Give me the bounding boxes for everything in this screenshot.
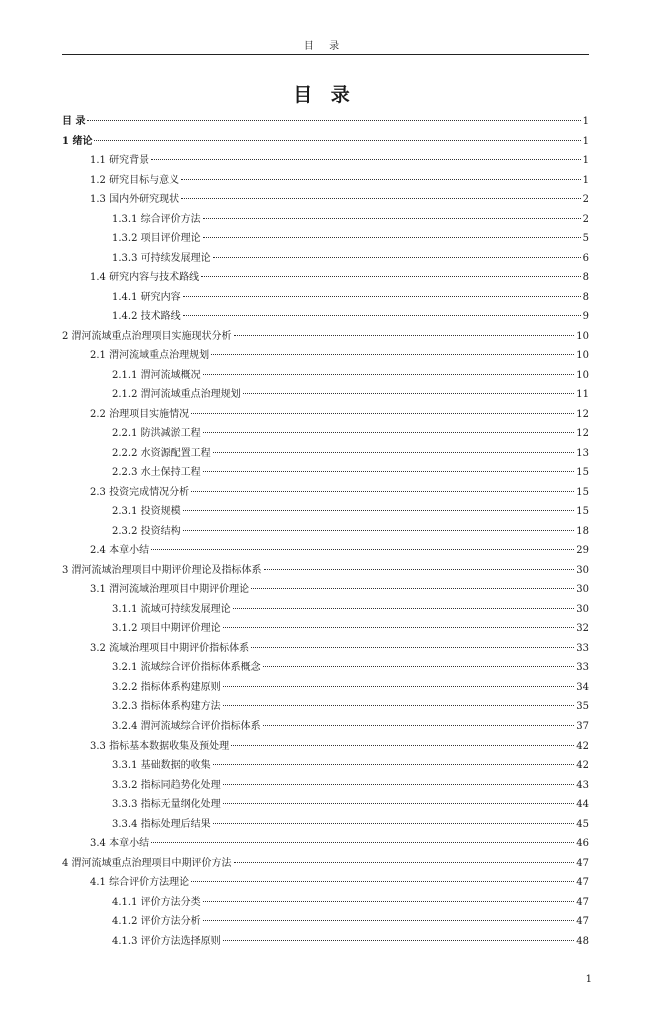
dot-leader xyxy=(223,784,575,785)
toc-entry-label: 3.3.1 基础数据的收集 xyxy=(112,760,211,772)
toc-entry[interactable] xyxy=(62,346,589,366)
dot-leader xyxy=(223,940,575,941)
dot-leader xyxy=(183,530,575,531)
toc-entry[interactable] xyxy=(62,151,589,171)
toc-entry[interactable] xyxy=(62,327,589,347)
toc-entry-label: 4.1 综合评价方法理论 xyxy=(90,877,190,889)
toc-entry[interactable] xyxy=(62,854,589,874)
toc-entry[interactable] xyxy=(62,932,589,952)
toc-entry-page: 15 xyxy=(576,506,589,518)
toc-entry-label: 4.1.2 评价方法分析 xyxy=(112,916,201,928)
toc-entry[interactable] xyxy=(62,463,589,483)
dot-leader xyxy=(231,745,574,746)
toc-entry-label: 目 录 xyxy=(62,116,86,127)
dot-leader xyxy=(234,862,575,863)
toc-entry[interactable] xyxy=(62,717,589,737)
toc-entry-page: 48 xyxy=(576,935,589,947)
dot-leader xyxy=(263,666,575,667)
dot-leader xyxy=(191,881,574,882)
toc-entry[interactable] xyxy=(62,444,589,464)
toc-entry[interactable] xyxy=(62,424,589,444)
toc-entry[interactable] xyxy=(62,171,589,191)
dot-leader xyxy=(183,510,575,511)
toc-entry[interactable] xyxy=(62,737,589,757)
toc-entry[interactable] xyxy=(62,619,589,639)
toc-entry-label: 3.2.1 流域综合评价指标体系概念 xyxy=(112,662,261,674)
toc-entry-page: 43 xyxy=(576,779,589,791)
toc-entry-page: 45 xyxy=(576,818,589,830)
dot-leader xyxy=(234,335,575,336)
toc-entry-page: 8 xyxy=(582,272,589,284)
toc-entry-page: 12 xyxy=(576,408,589,420)
dot-leader xyxy=(191,413,574,414)
toc-entry-page: 32 xyxy=(576,623,589,635)
dot-leader xyxy=(213,823,575,824)
dot-leader xyxy=(213,257,581,258)
toc-entry-label: 3.1.2 项目中期评价理论 xyxy=(112,623,221,635)
toc-entry-page: 13 xyxy=(576,447,589,459)
dot-leader xyxy=(181,198,581,199)
toc-entry-label: 2.3 投资完成情况分析 xyxy=(90,486,190,498)
toc-entry-label: 4 渭河流域重点治理项目中期评价方法 xyxy=(62,857,232,869)
dot-leader xyxy=(223,705,575,706)
toc-entry-page: 11 xyxy=(576,389,589,401)
dot-leader xyxy=(211,354,574,355)
dot-leader xyxy=(191,491,574,492)
toc-entry-label: 2.4 本章小结 xyxy=(90,545,150,557)
toc-entry-label: 2.1.1 渭河流域概况 xyxy=(112,369,201,381)
toc-entry-label: 3 渭河流域治理项目中期评价理论及指标体系 xyxy=(62,564,262,576)
dot-leader xyxy=(87,120,580,121)
toc-entry[interactable] xyxy=(62,678,589,698)
toc-entry[interactable] xyxy=(62,210,589,230)
toc-entry-page: 30 xyxy=(576,603,589,615)
dot-leader xyxy=(203,374,575,375)
dot-leader xyxy=(203,471,575,472)
toc-entry[interactable] xyxy=(62,502,589,522)
toc-entry-page: 34 xyxy=(576,681,589,693)
toc-entry-label: 2.3.2 投资结构 xyxy=(112,525,181,537)
toc-entry-page: 44 xyxy=(576,799,589,811)
toc-entry[interactable] xyxy=(62,600,589,620)
toc-entry-page: 46 xyxy=(576,838,589,850)
toc-entry[interactable] xyxy=(62,249,589,269)
dot-leader xyxy=(203,920,575,921)
toc-entry-page: 1 xyxy=(582,174,589,186)
toc-entry[interactable] xyxy=(62,366,589,386)
dot-leader xyxy=(223,803,575,804)
toc-entry-label: 4.1.3 评价方法选择原则 xyxy=(112,935,221,947)
toc-entry[interactable] xyxy=(62,385,589,405)
toc-entry-label: 3.3 指标基本数据收集及预处理 xyxy=(90,740,230,752)
toc-entry-label: 2.3.1 投资规模 xyxy=(112,506,181,518)
table-of-contents xyxy=(62,112,589,951)
toc-entry[interactable] xyxy=(62,307,589,327)
toc-entry-page: 18 xyxy=(576,525,589,537)
dot-leader xyxy=(183,296,581,297)
toc-entry[interactable] xyxy=(62,580,589,600)
toc-entry-label: 1.4 研究内容与技术路线 xyxy=(90,272,200,284)
toc-entry-label: 2.2.3 水土保持工程 xyxy=(112,467,201,479)
toc-entry-label: 1.4.1 研究内容 xyxy=(112,291,181,303)
toc-entry-label: 3.3.2 指标同趋势化处理 xyxy=(112,779,221,791)
toc-entry-page: 15 xyxy=(576,467,589,479)
toc-entry-label: 1.1 研究背景 xyxy=(90,155,150,167)
dot-leader xyxy=(213,764,575,765)
toc-entry-page: 47 xyxy=(576,857,589,869)
dot-leader xyxy=(151,159,581,160)
toc-entry-label: 3.1 渭河流域治理项目中期评价理论 xyxy=(90,584,250,596)
toc-entry-label: 3.2 流域治理项目中期评价指标体系 xyxy=(90,642,250,654)
toc-entry-label: 2.2.2 水资源配置工程 xyxy=(112,447,211,459)
page-number: 1 xyxy=(585,974,592,985)
toc-entry[interactable] xyxy=(62,658,589,678)
toc-entry[interactable] xyxy=(62,697,589,717)
toc-entry-page: 37 xyxy=(576,720,589,732)
dot-leader xyxy=(151,549,574,550)
toc-entry-label: 1.4.2 技术路线 xyxy=(112,311,181,323)
dot-leader xyxy=(201,276,581,277)
toc-entry-page: 47 xyxy=(576,896,589,908)
dot-leader xyxy=(203,432,575,433)
toc-entry-label: 3.1.1 流域可持续发展理论 xyxy=(112,603,231,615)
toc-entry-page: 47 xyxy=(576,916,589,928)
toc-entry-page: 30 xyxy=(576,564,589,576)
dot-leader xyxy=(213,452,575,453)
toc-entry[interactable] xyxy=(62,229,589,249)
dot-leader xyxy=(251,647,574,648)
dot-leader xyxy=(151,842,574,843)
toc-entry-page: 10 xyxy=(576,330,589,342)
toc-entry-page: 2 xyxy=(582,213,589,225)
toc-entry[interactable] xyxy=(62,112,589,132)
toc-entry-page: 12 xyxy=(576,428,589,440)
toc-entry-label: 3.4 本章小结 xyxy=(90,838,150,850)
toc-entry[interactable] xyxy=(62,561,589,581)
toc-entry-page: 42 xyxy=(576,760,589,772)
toc-entry-page: 33 xyxy=(576,642,589,654)
header-rule xyxy=(62,54,589,55)
dot-leader xyxy=(203,901,575,902)
toc-entry[interactable] xyxy=(62,522,589,542)
toc-entry-label: 2.1 渭河流域重点治理规划 xyxy=(90,350,210,362)
toc-entry-label: 1.2 研究目标与意义 xyxy=(90,174,180,186)
toc-entry-page: 30 xyxy=(576,584,589,596)
dot-leader xyxy=(203,237,581,238)
toc-entry-page: 47 xyxy=(576,877,589,889)
toc-entry-page: 35 xyxy=(576,701,589,713)
dot-leader xyxy=(251,588,574,589)
toc-entry-page: 1 xyxy=(582,155,589,167)
toc-entry-page: 15 xyxy=(576,486,589,498)
toc-entry-page: 33 xyxy=(576,662,589,674)
running-header: 目 录 xyxy=(303,41,346,52)
toc-entry-label: 1.3.2 项目评价理论 xyxy=(112,233,201,245)
toc-entry-label: 4.1.1 评价方法分类 xyxy=(112,896,201,908)
toc-entry[interactable] xyxy=(62,756,589,776)
toc-entry-page: 1 xyxy=(582,116,589,127)
toc-entry-label: 3.2.3 指标体系构建方法 xyxy=(112,701,221,713)
toc-entry[interactable] xyxy=(62,639,589,659)
dot-leader xyxy=(223,686,575,687)
toc-entry[interactable] xyxy=(62,190,589,210)
toc-entry-page: 6 xyxy=(582,252,589,264)
dot-leader xyxy=(223,627,575,628)
toc-entry[interactable] xyxy=(62,893,589,913)
toc-entry[interactable] xyxy=(62,405,589,425)
dot-leader xyxy=(203,218,581,219)
toc-entry[interactable] xyxy=(62,483,589,503)
dot-leader xyxy=(264,569,575,570)
toc-entry[interactable] xyxy=(62,132,589,152)
toc-entry[interactable] xyxy=(62,873,589,893)
toc-entry-label: 1.3.3 可持续发展理论 xyxy=(112,252,211,264)
dot-leader xyxy=(233,608,575,609)
dot-leader xyxy=(94,140,580,141)
dot-leader xyxy=(181,179,581,180)
toc-entry-page: 1 xyxy=(582,135,589,147)
toc-entry-page: 29 xyxy=(576,545,589,557)
toc-entry-page: 10 xyxy=(576,350,589,362)
dot-leader xyxy=(263,725,575,726)
toc-entry-page: 5 xyxy=(582,233,589,245)
toc-entry-label: 1.3.1 综合评价方法 xyxy=(112,213,201,225)
toc-entry-label: 2.2.1 防洪减淤工程 xyxy=(112,428,201,440)
toc-entry-page: 9 xyxy=(582,311,589,323)
toc-entry[interactable] xyxy=(62,912,589,932)
toc-entry-label: 1.3 国内外研究现状 xyxy=(90,194,180,206)
toc-entry-page: 2 xyxy=(582,194,589,206)
toc-entry-label: 3.2.4 渭河流域综合评价指标体系 xyxy=(112,720,261,732)
toc-entry-label: 3.3.3 指标无量纲化处理 xyxy=(112,799,221,811)
toc-entry[interactable] xyxy=(62,815,589,835)
toc-entry-label: 3.2.2 指标体系构建原则 xyxy=(112,681,221,693)
toc-entry[interactable] xyxy=(62,541,589,561)
toc-entry-label: 2.1.2 渭河流域重点治理规划 xyxy=(112,389,241,401)
toc-entry[interactable] xyxy=(62,834,589,854)
toc-entry[interactable] xyxy=(62,795,589,815)
toc-entry-label: 2.2 治理项目实施情况 xyxy=(90,408,190,420)
toc-entry-label: 1 绪论 xyxy=(62,135,93,147)
toc-entry[interactable] xyxy=(62,268,589,288)
toc-entry-page: 10 xyxy=(576,369,589,381)
toc-entry-page: 8 xyxy=(582,291,589,303)
toc-entry[interactable] xyxy=(62,288,589,308)
toc-entry-label: 2 渭河流域重点治理项目实施现状分析 xyxy=(62,330,232,342)
page-title: 目 录 xyxy=(293,84,356,106)
toc-entry-label: 3.3.4 指标处理后结果 xyxy=(112,818,211,830)
dot-leader xyxy=(183,315,581,316)
toc-entry-page: 42 xyxy=(576,740,589,752)
toc-entry[interactable] xyxy=(62,776,589,796)
dot-leader xyxy=(243,393,575,394)
